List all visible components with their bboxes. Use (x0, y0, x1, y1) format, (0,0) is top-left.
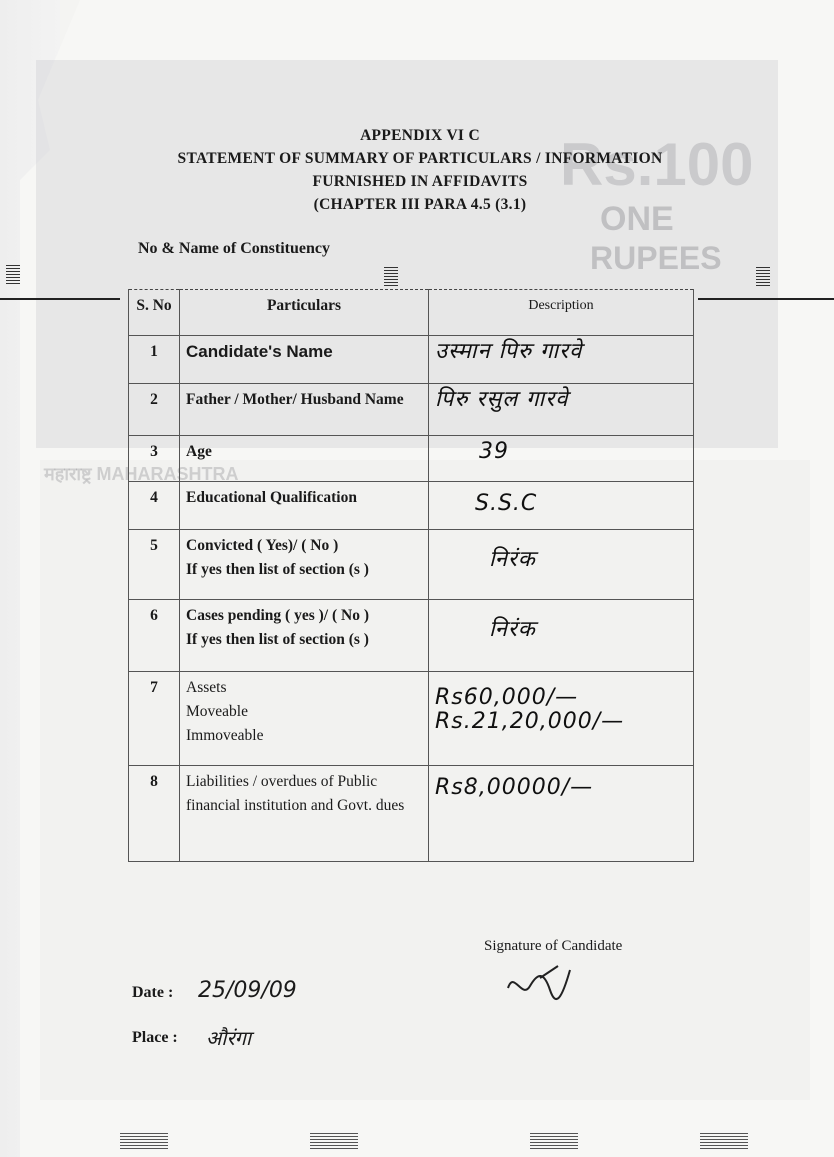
table-header-row (129, 290, 694, 336)
place-label: Place : (132, 1029, 178, 1046)
fold-line-right (698, 298, 834, 300)
cases-pending-value: निरंक (489, 617, 536, 642)
candidate-name-value: उस्मान पिरु गारवे (435, 339, 583, 364)
parent-name-value: पिरु रसुल गारवे (435, 387, 569, 412)
parent-name-label: Father / Mother/ Husband Name (180, 384, 429, 436)
immoveable-value: Rs.21,20,000/— (435, 709, 625, 734)
candidate-name-label: Candidate's Name (186, 342, 333, 361)
row-number: 2 (129, 384, 180, 436)
particulars-table (128, 289, 694, 862)
table-row (129, 336, 694, 384)
table-row (129, 384, 694, 436)
date-value: 25/09/09 (198, 978, 297, 1003)
liabilities-label: Liabilities / overdues of Public financial institution and Govt. dues (180, 766, 429, 862)
stamp-one-ghost: ONE (600, 200, 674, 238)
stamp-rupees-ghost: RUPEES (590, 240, 722, 276)
table-row (129, 436, 694, 482)
convicted-label: Convicted ( Yes)/ ( No ) (186, 537, 339, 554)
furnished-title: FURNISHED IN AFFIDAVITS (312, 173, 528, 190)
row-number: 7 (129, 672, 180, 766)
assets-label: Assets (186, 679, 227, 696)
table-row (129, 766, 694, 862)
table-row (129, 530, 694, 600)
date-label: Date : (132, 984, 174, 1001)
row-number: 8 (129, 766, 180, 862)
cases-sections-label: If yes then list of section (s ) (186, 631, 369, 648)
moveable-label: Moveable (186, 703, 248, 720)
col-particulars-header: Particulars (180, 290, 429, 336)
row-number: 3 (129, 436, 180, 482)
convicted-value: निरंक (489, 547, 536, 572)
immoveable-label: Immoveable (186, 727, 264, 744)
convicted-sections-label: If yes then list of section (s ) (186, 561, 369, 578)
table-row (129, 600, 694, 672)
education-label: Educational Qualification (180, 482, 429, 530)
fold-line-left (0, 298, 120, 300)
row-number: 5 (129, 530, 180, 600)
signature-label: Signature of Candidate (484, 938, 623, 954)
education-value: S.S.C (475, 491, 538, 516)
stamp-value-ghost: Rs.100 (560, 131, 754, 198)
age-label: Age (180, 436, 429, 482)
place-value: औरंगा (206, 1026, 252, 1050)
row-number: 6 (129, 600, 180, 672)
bottom-binder-marks (110, 1131, 754, 1153)
table-row (129, 482, 694, 530)
state-ghost: महाराष्ट्र MAHARASHTRA (44, 464, 239, 484)
col-sno-header: S. No (129, 290, 180, 336)
row-number: 4 (129, 482, 180, 530)
age-value: 39 (479, 439, 509, 464)
col-description-header: Description (429, 290, 694, 336)
table-row (129, 672, 694, 766)
row-number: 1 (129, 336, 180, 384)
constituency-label: No & Name of Constituency (138, 240, 330, 257)
signature-scrawl (500, 960, 590, 1010)
chapter-reference: (CHAPTER III PARA 4.5 (3.1) (313, 196, 527, 213)
statement-title: STATEMENT OF SUMMARY OF PARTICULARS / INFORMATION (177, 150, 663, 167)
appendix-title: APPENDIX VI C (360, 127, 480, 144)
cases-pending-label: Cases pending ( yes )/ ( No ) (186, 607, 369, 624)
moveable-value: Rs60,000/— (435, 685, 579, 710)
liabilities-value: Rs8,00000/— (435, 775, 594, 800)
